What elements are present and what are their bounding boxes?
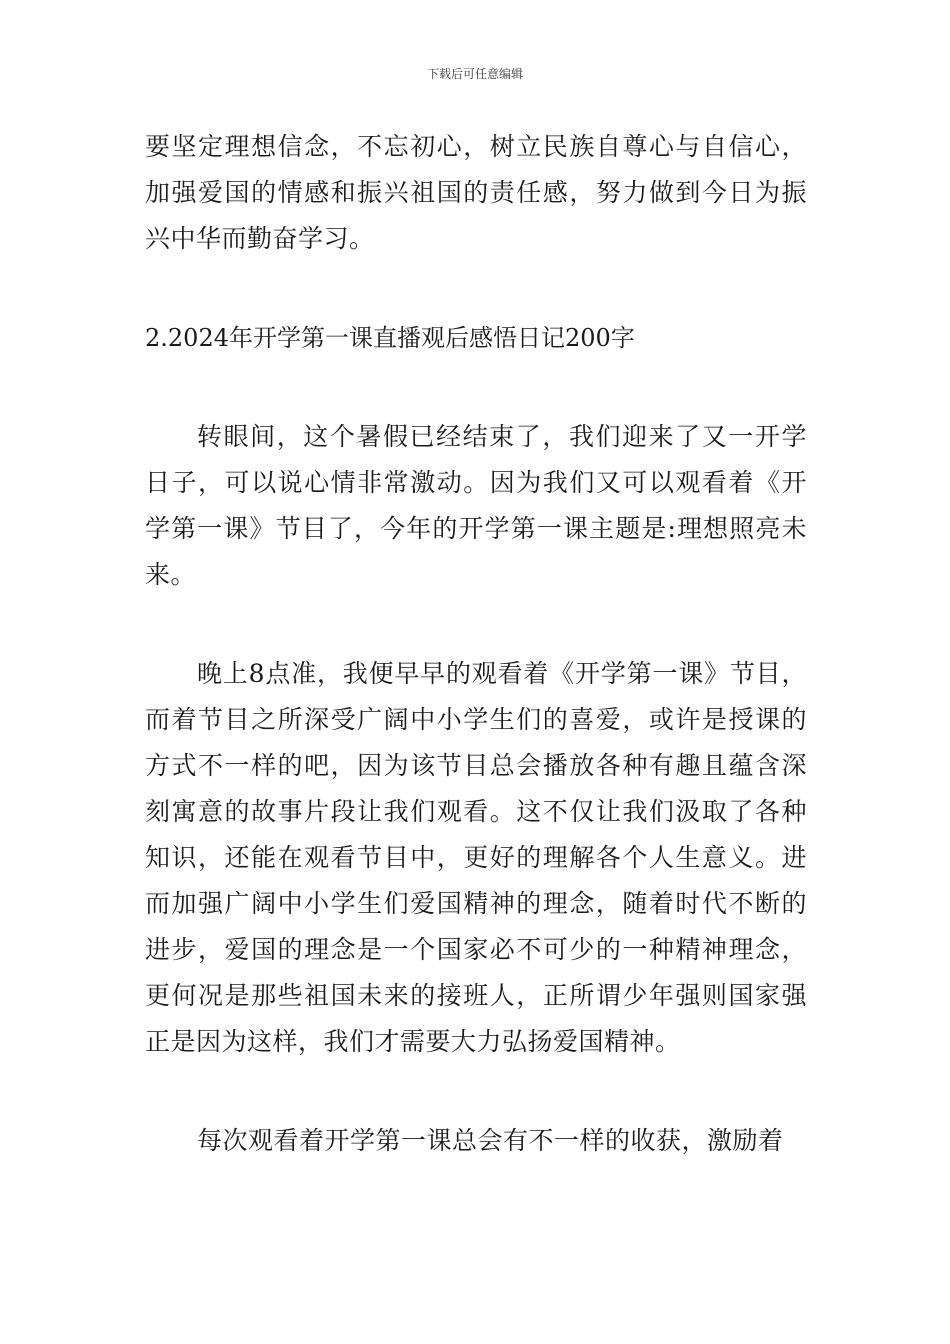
paragraph-intro: 转眼间，这个暑假已经结束了，我们迎来了又一开学日子，可以说心情非常激动。因为我们又可以观看着《开学第一课》节目了，今年的开学第一课主题是:理想照亮未来。: [145, 422, 807, 589]
section-heading: 2.2024年开学第一课直播观后感悟日记200字: [145, 324, 635, 352]
paragraph-continuation: 要坚定理想信念，不忘初心，树立民族自尊心与自信心，加强爱国的情感和振兴祖国的责任感，努力做到今日为振兴中华而勤奋学习。: [145, 132, 807, 253]
document-body: [145, 124, 807, 1164]
paragraph-watching: 晚上8点准，我便早早的观看着《开学第一课》节目，而着节目之所深受广阔中小学生们的喜爱，或许是授课的方式不一样的吧，因为该节目总会播放各种有趣且蕴含深刻寓意的故事片段让我们观看。这不仅让我们汲取了各种知识，还能在观看节目中，更好的理解各个人生意义。进而加强广阔中小学生们爱国精神的理念，随着时代不断的进步，爱国的理念是一个国家必不可少的一种精神理念，更何况是那些祖国未来的接班人，正所谓少年强则国家强正是因为这样，我们才需要大力弘扬爱国精神。: [145, 659, 807, 1056]
page-header: 下载后可任意编辑: [426, 67, 523, 81]
paragraph-harvest: 每次观看着开学第一课总会有不一样的收获，激励着: [197, 1126, 784, 1155]
